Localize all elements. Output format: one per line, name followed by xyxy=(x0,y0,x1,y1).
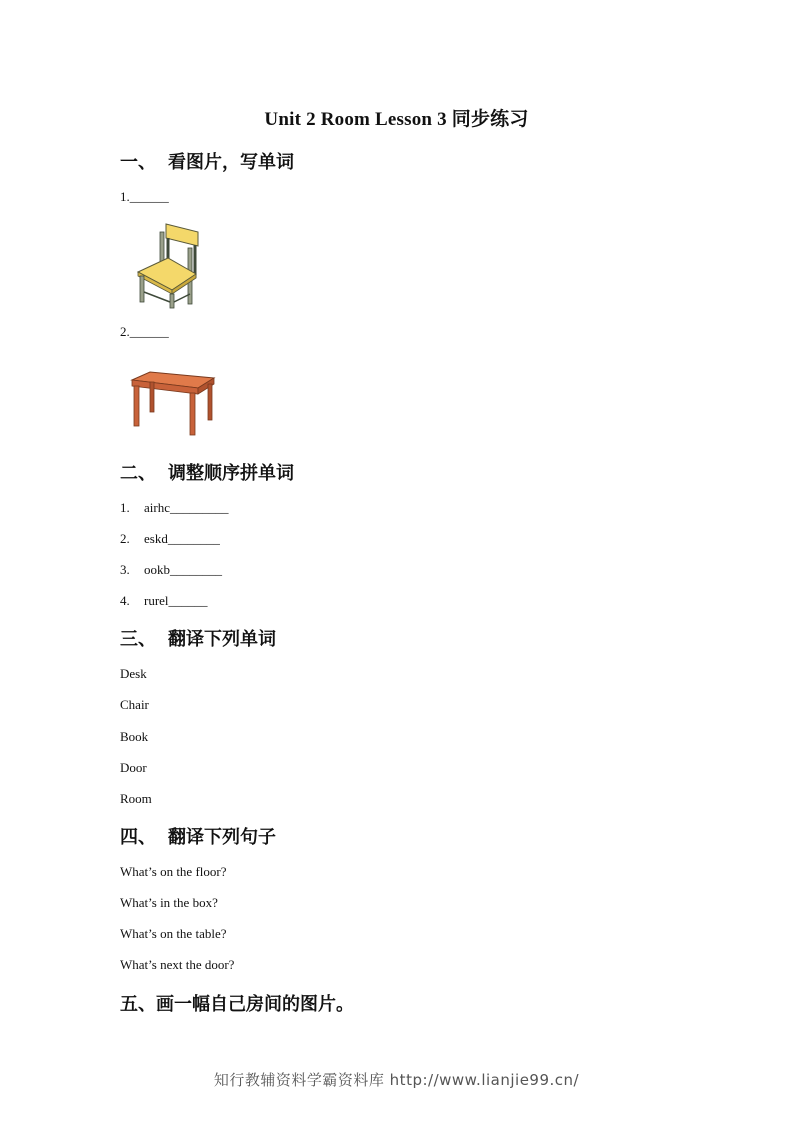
section-3-number: 三、 xyxy=(120,629,156,650)
answer-blank: ______ xyxy=(129,324,169,339)
translate-word: Book xyxy=(120,729,149,744)
section-4-number: 四、 xyxy=(120,827,156,848)
answer-blank: _________ xyxy=(169,500,229,515)
scrambled-word: ookb xyxy=(144,562,170,577)
scramble-item xyxy=(120,500,228,516)
translate-word: Door xyxy=(120,760,147,775)
section-3-heading xyxy=(120,625,276,651)
section-3-title: 翻译下列单词 xyxy=(168,629,276,650)
translate-word: Desk xyxy=(120,666,147,681)
section-5-heading: 五、画一幅自己房间的图片。 xyxy=(120,994,354,1015)
scramble-item xyxy=(120,531,220,547)
item-number: 2. xyxy=(120,531,130,546)
question-label: 2. xyxy=(120,324,130,339)
item-number: 3. xyxy=(120,562,130,577)
desk-picture xyxy=(128,370,218,438)
question-1-1 xyxy=(120,189,169,205)
scrambled-word: eskd xyxy=(144,531,168,546)
section-4-heading xyxy=(120,823,276,849)
translate-word: Chair xyxy=(120,697,149,712)
section-2-number: 二、 xyxy=(120,463,156,484)
section-1-heading xyxy=(120,148,294,174)
question-label: 1. xyxy=(120,189,130,204)
answer-blank: ______ xyxy=(129,189,169,204)
item-number: 1. xyxy=(120,500,130,515)
page-title: Unit 2 Room Lesson 3 同步练习 xyxy=(264,109,529,130)
scrambled-word: airhc xyxy=(144,500,170,515)
section-2-title: 调整顺序拼单词 xyxy=(168,463,294,484)
translate-sentence: What’s on the table? xyxy=(120,926,227,941)
section-4-title: 翻译下列句子 xyxy=(168,827,276,848)
section-1-number: 一、 xyxy=(120,152,156,173)
translate-sentence: What’s in the box? xyxy=(120,895,218,910)
answer-blank: ________ xyxy=(167,531,220,546)
footer-watermark: 知行教辅资料学霸资料库 http://www.lianjie99.cn/ xyxy=(213,1071,580,1089)
section-1-title: 看图片，写单词 xyxy=(168,152,294,173)
question-1-2 xyxy=(120,324,169,340)
translate-word: Room xyxy=(120,791,152,806)
answer-blank: ______ xyxy=(168,593,208,608)
translate-sentence: What’s next the door? xyxy=(120,957,235,972)
scramble-item xyxy=(120,593,208,609)
scramble-item xyxy=(120,562,222,578)
scrambled-word: rurel xyxy=(144,593,169,608)
section-2-heading xyxy=(120,459,294,485)
chair-picture xyxy=(132,218,210,310)
answer-blank: ________ xyxy=(170,562,222,577)
item-number: 4. xyxy=(120,593,130,608)
translate-sentence: What’s on the floor? xyxy=(120,864,227,879)
